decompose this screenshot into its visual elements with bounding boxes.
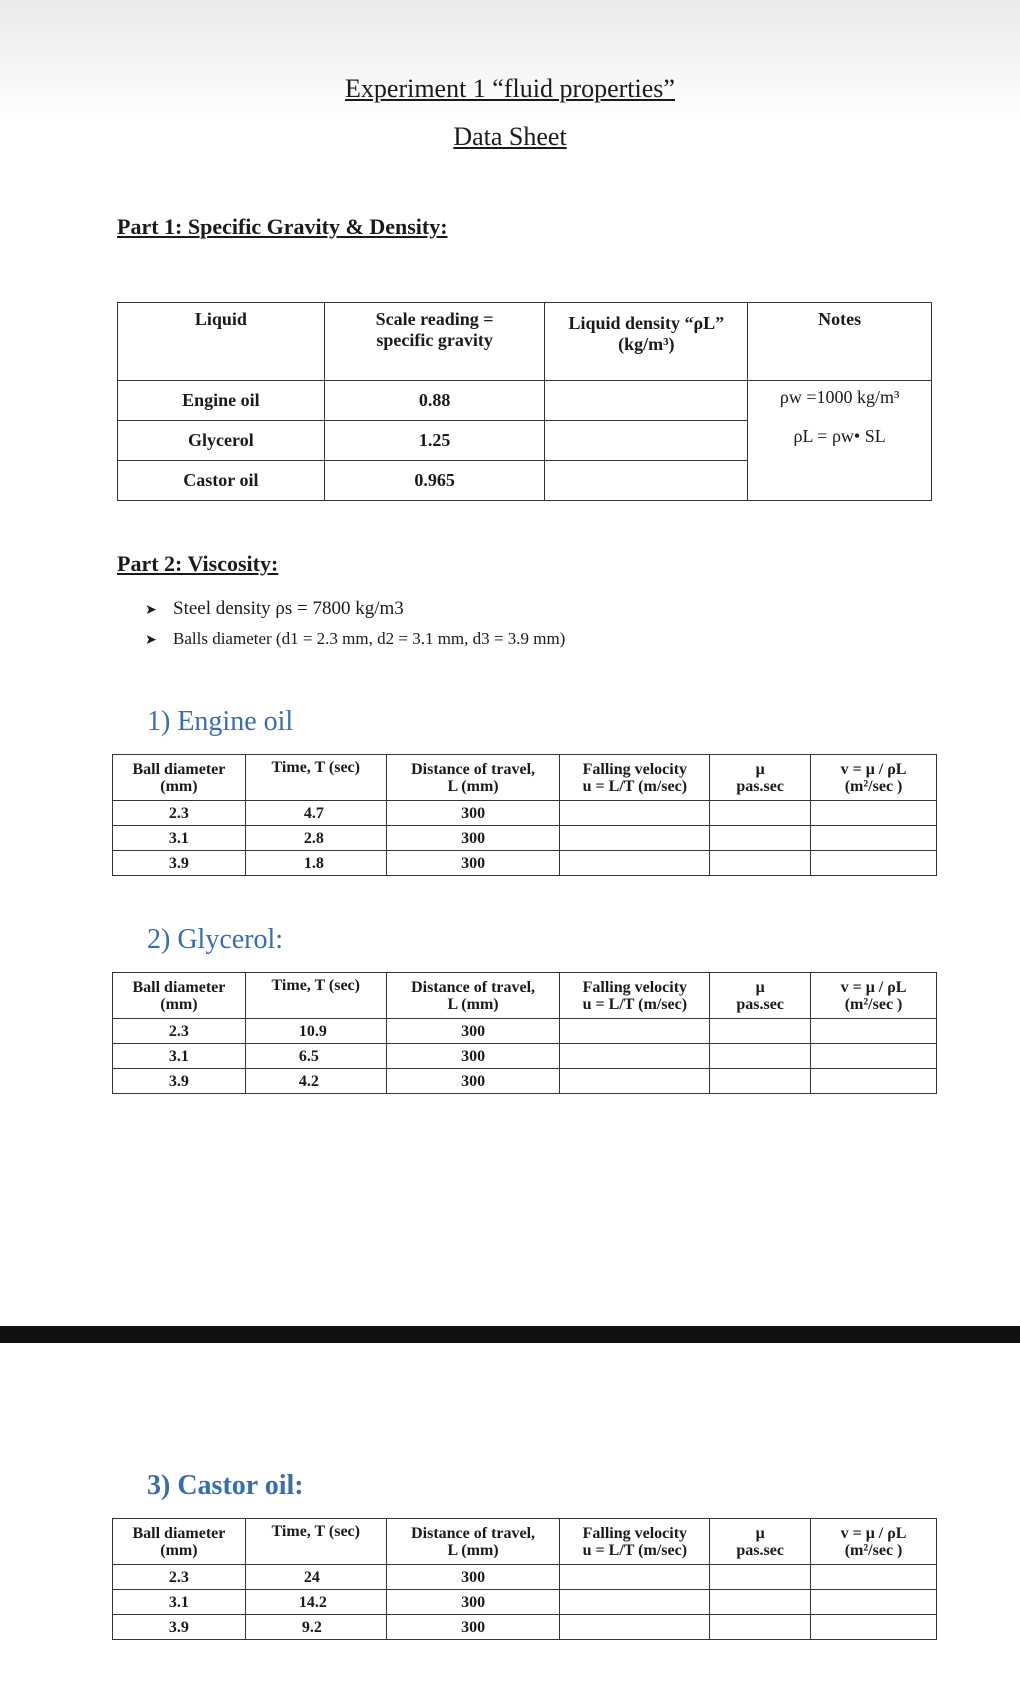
header-line: (mm) bbox=[160, 1541, 198, 1559]
col-falling-velocity bbox=[560, 1519, 710, 1565]
nu-cell bbox=[811, 826, 937, 851]
distance-cell: 300 bbox=[386, 1565, 560, 1590]
table-row bbox=[113, 1069, 937, 1094]
table-row bbox=[118, 381, 932, 421]
header-line: (m²/sec ) bbox=[844, 995, 903, 1013]
notes-cell bbox=[748, 381, 932, 501]
col-nu bbox=[811, 973, 937, 1019]
table-row bbox=[113, 851, 937, 876]
col-time: Time, T (sec) bbox=[245, 1519, 386, 1565]
time-cell: 4.7 bbox=[245, 801, 386, 826]
header-line: L (mm) bbox=[447, 995, 499, 1013]
header-line: u = L/T (m/sec) bbox=[582, 777, 688, 795]
col-scale-line1: Scale reading = bbox=[375, 309, 494, 329]
header-line: u = L/T (m/sec) bbox=[582, 995, 688, 1013]
header-line: u = L/T (m/sec) bbox=[582, 1541, 688, 1559]
time-cell: 14.2 bbox=[245, 1590, 386, 1615]
distance-cell: 300 bbox=[386, 1044, 560, 1069]
castor-oil-heading: 3) Castor oil: bbox=[147, 1470, 304, 1501]
col-scale-reading bbox=[324, 303, 545, 381]
ball-diameter-cell: 3.1 bbox=[113, 1590, 246, 1615]
col-liquid: Liquid bbox=[118, 303, 325, 381]
water-density-note: ρw =1000 kg/m³ bbox=[779, 387, 900, 407]
time-cell: 2.8 bbox=[245, 826, 386, 851]
specific-gravity-table bbox=[117, 302, 932, 501]
table-row bbox=[113, 1615, 937, 1640]
table-row bbox=[113, 826, 937, 851]
density-formula-note: ρL = ρw• SL bbox=[793, 426, 886, 446]
header-line: Falling velocity bbox=[582, 978, 688, 996]
specific-gravity-value: 0.965 bbox=[324, 461, 545, 501]
mu-cell bbox=[710, 826, 811, 851]
liquid-name: Castor oil bbox=[118, 461, 325, 501]
table-row bbox=[113, 801, 937, 826]
col-mu bbox=[710, 1519, 811, 1565]
col-scale-line2: specific gravity bbox=[376, 330, 493, 350]
table-row bbox=[113, 1590, 937, 1615]
distance-cell: 300 bbox=[386, 1019, 560, 1044]
col-time: Time, T (sec) bbox=[245, 755, 386, 801]
header-line: v = μ / ρL bbox=[840, 1524, 907, 1542]
time-cell: 10.9 bbox=[245, 1019, 386, 1044]
header-line: Distance of travel, bbox=[411, 978, 536, 996]
nu-cell bbox=[811, 1019, 937, 1044]
header-line: Ball diameter bbox=[132, 978, 226, 996]
liquid-name: Engine oil bbox=[118, 381, 325, 421]
col-density-line2: (kg/m³) bbox=[618, 334, 675, 354]
header-line: (m²/sec ) bbox=[844, 1541, 903, 1559]
ball-diameters-text: Balls diameter (d1 = 2.3 mm, d2 = 3.1 mm, d3 = 3.9 mm) bbox=[173, 629, 566, 648]
mu-cell bbox=[710, 1044, 811, 1069]
specific-gravity-value: 0.88 bbox=[324, 381, 545, 421]
velocity-cell bbox=[560, 1044, 710, 1069]
header-line: (mm) bbox=[160, 777, 198, 795]
document-title: Experiment 1 “fluid properties” bbox=[345, 74, 675, 103]
nu-cell bbox=[811, 1044, 937, 1069]
header-line: pas.sec bbox=[736, 995, 784, 1013]
density-value bbox=[545, 381, 748, 421]
mu-cell bbox=[710, 1565, 811, 1590]
col-time: Time, T (sec) bbox=[245, 973, 386, 1019]
col-distance bbox=[386, 755, 560, 801]
header-line: (m²/sec ) bbox=[844, 777, 903, 795]
mu-cell bbox=[710, 801, 811, 826]
bullet-item bbox=[145, 594, 565, 624]
bullet-list bbox=[145, 594, 565, 654]
header-line: Distance of travel, bbox=[411, 760, 536, 778]
col-ball-diameter bbox=[113, 973, 246, 1019]
distance-cell: 300 bbox=[386, 851, 560, 876]
nu-cell bbox=[811, 1565, 937, 1590]
ball-diameter-cell: 3.9 bbox=[113, 851, 246, 876]
mu-cell bbox=[710, 1069, 811, 1094]
table-row bbox=[113, 1019, 937, 1044]
castor-oil-table bbox=[112, 1518, 937, 1640]
header-line: L (mm) bbox=[447, 777, 499, 795]
header-line: (mm) bbox=[160, 995, 198, 1013]
table-header-row bbox=[113, 1519, 937, 1565]
col-falling-velocity bbox=[560, 973, 710, 1019]
density-value bbox=[545, 461, 748, 501]
velocity-cell bbox=[560, 801, 710, 826]
time-cell: 6.5 bbox=[245, 1044, 386, 1069]
col-distance bbox=[386, 1519, 560, 1565]
velocity-cell bbox=[560, 1590, 710, 1615]
col-falling-velocity bbox=[560, 755, 710, 801]
mu-cell bbox=[710, 1590, 811, 1615]
header-line: Falling velocity bbox=[582, 1524, 688, 1542]
table-row bbox=[113, 1044, 937, 1069]
time-cell: 1.8 bbox=[245, 851, 386, 876]
density-value bbox=[545, 421, 748, 461]
distance-cell: 300 bbox=[386, 1615, 560, 1640]
header-line: Falling velocity bbox=[582, 760, 688, 778]
distance-cell: 300 bbox=[386, 801, 560, 826]
header-line: μ bbox=[755, 978, 765, 996]
specific-gravity-value: 1.25 bbox=[324, 421, 545, 461]
header-line: Distance of travel, bbox=[411, 1524, 536, 1542]
table-header-row bbox=[113, 755, 937, 801]
arrow-bullet-icon: ➤ bbox=[145, 603, 157, 618]
col-distance bbox=[386, 973, 560, 1019]
arrow-bullet-icon: ➤ bbox=[145, 633, 157, 648]
table-header-row bbox=[113, 973, 937, 1019]
engine-oil-heading: 1) Engine oil bbox=[147, 706, 294, 737]
glycerol-table bbox=[112, 972, 937, 1094]
header-line: μ bbox=[755, 760, 765, 778]
col-nu bbox=[811, 755, 937, 801]
ball-diameter-cell: 3.1 bbox=[113, 1044, 246, 1069]
nu-cell bbox=[811, 1590, 937, 1615]
document-subtitle: Data Sheet bbox=[453, 122, 567, 151]
mu-cell bbox=[710, 851, 811, 876]
header-line: v = μ / ρL bbox=[840, 760, 907, 778]
header-line: Ball diameter bbox=[132, 760, 226, 778]
col-density-line1: Liquid density “ρL” bbox=[568, 313, 725, 333]
col-ball-diameter bbox=[113, 755, 246, 801]
nu-cell bbox=[811, 1069, 937, 1094]
velocity-cell bbox=[560, 1069, 710, 1094]
liquid-name: Glycerol bbox=[118, 421, 325, 461]
velocity-cell bbox=[560, 1019, 710, 1044]
distance-cell: 300 bbox=[386, 1069, 560, 1094]
ball-diameter-cell: 2.3 bbox=[113, 801, 246, 826]
col-ball-diameter bbox=[113, 1519, 246, 1565]
mu-cell bbox=[710, 1615, 811, 1640]
col-nu bbox=[811, 1519, 937, 1565]
header-line: μ bbox=[755, 1524, 765, 1542]
header-line: v = μ / ρL bbox=[840, 978, 907, 996]
part1-heading: Part 1: Specific Gravity & Density: bbox=[117, 214, 448, 239]
time-cell: 24 bbox=[245, 1565, 386, 1590]
velocity-cell bbox=[560, 851, 710, 876]
mu-cell bbox=[710, 1019, 811, 1044]
col-liquid-density bbox=[545, 303, 748, 381]
distance-cell: 300 bbox=[386, 1590, 560, 1615]
velocity-cell bbox=[560, 1565, 710, 1590]
ball-diameter-cell: 2.3 bbox=[113, 1019, 246, 1044]
engine-oil-table bbox=[112, 754, 937, 876]
time-cell: 9.2 bbox=[245, 1615, 386, 1640]
nu-cell bbox=[811, 801, 937, 826]
distance-cell: 300 bbox=[386, 826, 560, 851]
nu-cell bbox=[811, 1615, 937, 1640]
velocity-cell bbox=[560, 1615, 710, 1640]
header-line: Ball diameter bbox=[132, 1524, 226, 1542]
ball-diameter-cell: 3.9 bbox=[113, 1615, 246, 1640]
page-divider bbox=[0, 1326, 1020, 1343]
ball-diameter-cell: 2.3 bbox=[113, 1565, 246, 1590]
header-line: pas.sec bbox=[736, 1541, 784, 1559]
ball-diameter-cell: 3.1 bbox=[113, 826, 246, 851]
table-row bbox=[113, 1565, 937, 1590]
header-line: pas.sec bbox=[736, 777, 784, 795]
header-line: L (mm) bbox=[447, 1541, 499, 1559]
ball-diameter-cell: 3.9 bbox=[113, 1069, 246, 1094]
velocity-cell bbox=[560, 826, 710, 851]
table-header-row bbox=[118, 303, 932, 381]
steel-density-text: Steel density ρs = 7800 kg/m3 bbox=[173, 598, 404, 619]
glycerol-heading: 2) Glycerol: bbox=[147, 924, 284, 955]
col-mu bbox=[710, 973, 811, 1019]
time-cell: 4.2 bbox=[245, 1069, 386, 1094]
nu-cell bbox=[811, 851, 937, 876]
col-mu bbox=[710, 755, 811, 801]
col-notes: Notes bbox=[748, 303, 932, 381]
part2-heading: Part 2: Viscosity: bbox=[117, 551, 279, 576]
bullet-item bbox=[145, 624, 565, 654]
